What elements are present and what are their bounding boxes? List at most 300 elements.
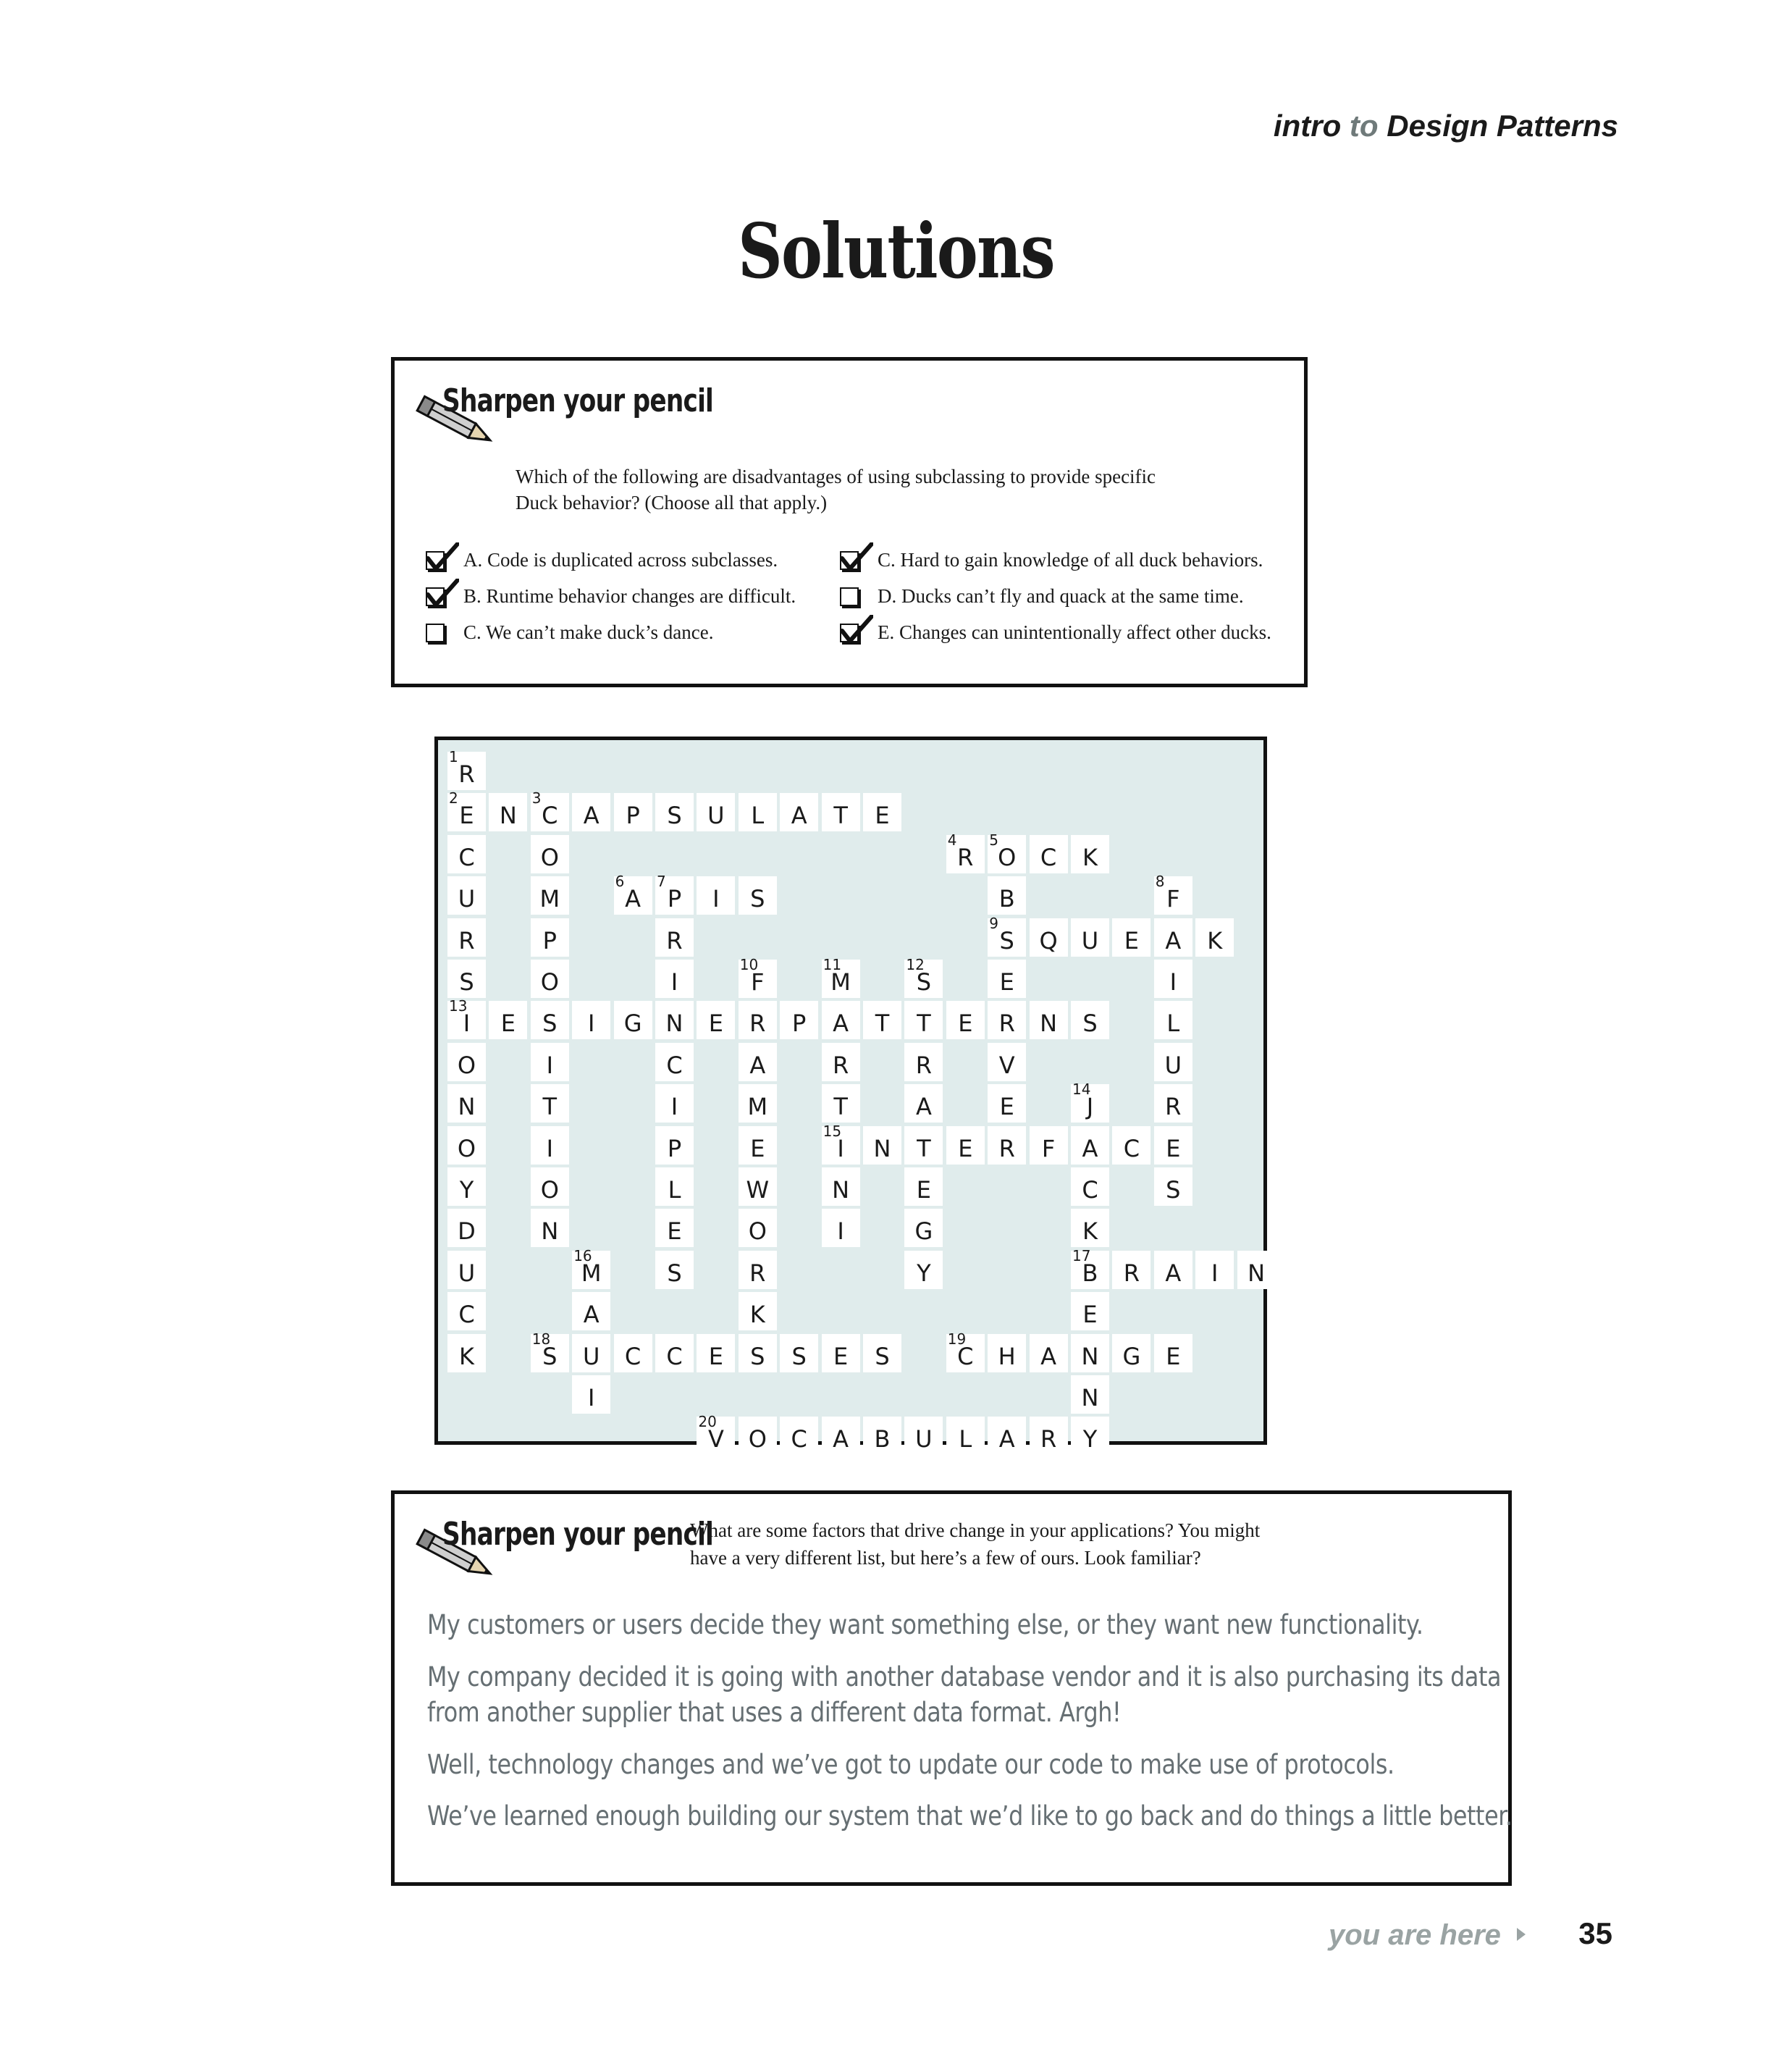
crossword-cell: [447, 918, 486, 957]
answer-4: We’ve learned enough building our system that we’d like to go back and do things a little better.: [427, 1800, 1513, 1832]
cell-letter: S: [542, 1342, 558, 1370]
cell-letter: S: [542, 1010, 558, 1038]
cell-letter: K: [1082, 843, 1098, 871]
crossword-cell: [447, 1043, 486, 1081]
checkbox-checked[interactable]: [426, 551, 445, 570]
crossword-cell: [863, 1001, 901, 1039]
crossword-cell: [863, 1417, 901, 1455]
cell-letter: R: [1123, 1259, 1140, 1287]
cell-letter: O: [540, 968, 559, 996]
crossword-cell: [572, 1246, 610, 1289]
clue-number: 1: [449, 748, 458, 765]
cell-letter: C: [791, 1425, 807, 1453]
crossword-cell: [1154, 873, 1192, 915]
crossword-cell: [904, 1209, 943, 1247]
running-head: [1274, 109, 1618, 143]
crossword-cell: [988, 1417, 1026, 1455]
answer-2-line-1: My company decided it is going with another database vendor and it is also purchasing its data: [427, 1661, 1502, 1692]
checkbox-checked[interactable]: [426, 587, 445, 606]
prompt-line-2: have a very different list, but here’s a few of ours. Look familiar?: [690, 1547, 1201, 1569]
cell-letter: V: [998, 1051, 1015, 1079]
crossword-cell: [1071, 1417, 1109, 1455]
cell-letter: N: [1081, 1384, 1099, 1411]
crossword-cell: [655, 1043, 694, 1081]
crossword-cell: [822, 1001, 860, 1039]
crossword-cell: [572, 793, 610, 831]
cell-letter: N: [1040, 1010, 1058, 1038]
crossword-cell: [988, 1084, 1026, 1123]
cell-letter: I: [712, 885, 720, 913]
crossword-cell: [531, 1330, 569, 1372]
cell-letter: U: [707, 802, 725, 830]
crossword-cell: [1112, 1251, 1151, 1289]
cell-letter: K: [749, 1301, 765, 1329]
crossword-cell: [614, 1001, 652, 1039]
crossword-cell: [1030, 1334, 1068, 1372]
crossword-cell: [904, 1167, 943, 1206]
cell-letter: F: [1166, 885, 1180, 913]
cell-letter: O: [540, 843, 559, 871]
cell-letter: T: [917, 1134, 931, 1162]
crossword-cell: [904, 956, 943, 998]
cell-letter: A: [583, 1301, 600, 1329]
cell-letter: E: [708, 1010, 723, 1038]
crossword-cell: [614, 1334, 652, 1372]
cell-letter: R: [749, 1259, 766, 1287]
crossword-cell: [739, 1209, 777, 1247]
crossword-cell: [1154, 918, 1192, 957]
crossword-cell: [739, 956, 777, 998]
clue-number: 4: [947, 831, 957, 849]
crossword-cell: [655, 960, 694, 998]
cell-letter: E: [1166, 1134, 1181, 1162]
crossword-cell: [531, 835, 569, 873]
cell-letter: U: [915, 1425, 933, 1453]
crossword-cell: [531, 1043, 569, 1081]
cell-letter: S: [750, 1342, 765, 1370]
crossword-cell: [697, 793, 735, 831]
cell-letter: C: [624, 1342, 641, 1370]
crossword-cell: [904, 1084, 943, 1123]
crossword-cell: [822, 1043, 860, 1081]
crossword-cell: [904, 1001, 943, 1039]
checkmark-icon: [426, 542, 459, 571]
crossword-cell: [1112, 1334, 1151, 1372]
crossword-cell: [988, 1001, 1026, 1039]
crossword-cell: [447, 997, 486, 1039]
running-head-to: to: [1349, 109, 1379, 143]
crossword-cell: [988, 1043, 1026, 1081]
choice-label: C. Hard to gain knowledge of all duck behaviors.: [878, 549, 1263, 571]
cell-letter: Y: [459, 1176, 474, 1204]
cell-letter: C: [542, 802, 558, 830]
cell-letter: L: [668, 1176, 681, 1204]
cell-letter: A: [1040, 1342, 1057, 1370]
cell-letter: E: [958, 1010, 973, 1038]
cell-letter: A: [998, 1425, 1015, 1453]
clue-number: 16: [573, 1246, 592, 1264]
clue-number: 12: [906, 956, 925, 973]
crossword-cell: [988, 1334, 1026, 1372]
cell-letter: N: [665, 1010, 683, 1038]
cell-letter: E: [833, 1342, 849, 1370]
cell-letter: S: [459, 968, 474, 996]
cell-letter: I: [1211, 1259, 1219, 1287]
clue-number: 5: [989, 831, 998, 849]
crossword-cell: [988, 914, 1026, 957]
cell-letter: A: [625, 885, 641, 913]
cell-letter: A: [791, 802, 807, 830]
cell-letter: C: [1123, 1134, 1140, 1162]
crossword-cell: [1071, 1292, 1109, 1330]
cell-letter: S: [999, 926, 1014, 955]
clue-number: 19: [947, 1330, 967, 1348]
cell-letter: A: [833, 1010, 849, 1038]
running-head-intro: intro: [1273, 109, 1342, 143]
crossword-cell: [447, 876, 486, 915]
crossword-cell: [1154, 1334, 1192, 1372]
cell-letter: N: [499, 802, 517, 830]
crossword-cell: [988, 960, 1026, 998]
crossword-cell: [904, 1043, 943, 1081]
crossword-cell: [655, 793, 694, 831]
clue-number: 9: [989, 914, 998, 932]
cell-letter: I: [546, 1051, 554, 1079]
crossword-cell: [447, 1292, 486, 1330]
crossword-cell: [572, 1001, 610, 1039]
crossword-cell: [531, 1084, 569, 1123]
sharpen-label: Sharpen your pencil: [442, 382, 714, 419]
cell-letter: E: [708, 1342, 723, 1370]
crossword-cell: [904, 1417, 943, 1455]
cell-letter: C: [1082, 1176, 1098, 1204]
crossword-cell: [655, 1209, 694, 1247]
crossword-cell: [904, 1126, 943, 1165]
cell-letter: E: [999, 1093, 1014, 1121]
clue-number: 17: [1072, 1246, 1091, 1264]
crossword-cell: [655, 1001, 694, 1039]
cell-letter: J: [1086, 1093, 1094, 1121]
cell-letter: N: [873, 1134, 891, 1162]
cell-letter: I: [1169, 968, 1177, 996]
answer-3: Well, technology changes and we’ve got to update our code to make use of protocols.: [427, 1749, 1395, 1780]
cell-letter: U: [458, 885, 476, 913]
cell-letter: G: [914, 1217, 933, 1246]
cell-letter: A: [915, 1093, 932, 1121]
cell-letter: B: [1082, 1259, 1098, 1287]
crossword-cell: [1154, 960, 1192, 998]
crossword-cell: [1237, 1251, 1276, 1289]
checkbox-checked[interactable]: [840, 624, 859, 642]
crossword-cell: [1030, 918, 1068, 957]
arrow-right-icon: [1517, 1928, 1526, 1941]
crossword-cell: [1071, 1209, 1109, 1247]
choice-c-right[interactable]: [840, 549, 1263, 571]
crossword-cell: [531, 876, 569, 915]
crossword-cell: [822, 793, 860, 831]
crossword-cell: [447, 1334, 486, 1372]
crossword-cell: [531, 1126, 569, 1165]
crossword-cell: [822, 1209, 860, 1247]
cell-letter: P: [626, 802, 640, 830]
crossword-cell: [697, 876, 735, 915]
choice-b[interactable]: [426, 585, 796, 608]
crossword-cell: [1112, 918, 1151, 957]
checkbox-unchecked[interactable]: [426, 624, 445, 642]
crossword-cell: [655, 918, 694, 957]
cell-letter: C: [458, 843, 475, 871]
crossword-cell: [739, 1417, 777, 1455]
crossword-cell: [1112, 1126, 1151, 1165]
crossword-cell: [447, 960, 486, 998]
choice-c-left[interactable]: [426, 621, 713, 644]
clue-number: 10: [739, 956, 759, 973]
crossword-cell: [1154, 1001, 1192, 1039]
crossword-cell: [988, 876, 1026, 915]
crossword-cell: [447, 1084, 486, 1123]
crossword-cell: [739, 1126, 777, 1165]
cell-letter: E: [1166, 1342, 1181, 1370]
cell-letter: E: [1124, 926, 1139, 955]
crossword-cell: [822, 1167, 860, 1206]
crossword-cell: [988, 831, 1026, 873]
question-text: [516, 463, 1156, 516]
clue-number: 3: [531, 789, 542, 807]
cell-letter: S: [916, 968, 932, 996]
crossword-cell: [904, 1251, 943, 1289]
cell-letter: O: [457, 1051, 476, 1079]
sharpen-label: Sharpen your pencil: [442, 1516, 714, 1553]
crossword-cell: [1195, 918, 1234, 957]
clue-number: 7: [657, 873, 666, 891]
checkmark-icon: [426, 579, 459, 608]
crossword-cell: [614, 793, 652, 831]
crossword-cell: [780, 1417, 818, 1455]
cell-letter: N: [832, 1176, 850, 1204]
prompt-text: [690, 1516, 1342, 1572]
clue-number: 6: [615, 873, 625, 891]
clue-number: 11: [823, 956, 842, 973]
crossword-cell: [946, 1417, 985, 1455]
cell-letter: U: [458, 1259, 476, 1287]
crossword-cell: [739, 1251, 777, 1289]
cell-letter: E: [1082, 1301, 1098, 1329]
crossword-cell: [447, 835, 486, 873]
cell-letter: V: [707, 1425, 724, 1453]
checkmark-icon: [840, 542, 873, 571]
cell-letter: I: [837, 1134, 844, 1162]
cell-letter: F: [1041, 1134, 1056, 1162]
crossword-cell: [1195, 1251, 1234, 1289]
cell-letter: I: [546, 1134, 554, 1162]
cell-letter: A: [833, 1425, 849, 1453]
crossword-cell: [489, 1001, 527, 1039]
crossword-cell: [1030, 1417, 1068, 1455]
cell-letter: O: [998, 843, 1017, 871]
cell-letter: R: [666, 926, 683, 955]
cell-letter: E: [459, 802, 474, 830]
cell-letter: I: [670, 968, 678, 996]
cell-letter: C: [458, 1301, 475, 1329]
crossword-cell: [1071, 1167, 1109, 1206]
crossword-cell: [946, 1126, 985, 1165]
cell-letter: B: [998, 885, 1015, 913]
cell-letter: A: [1082, 1134, 1098, 1162]
cell-letter: R: [998, 1134, 1015, 1162]
crossword-cell: [572, 1375, 610, 1414]
cell-letter: C: [666, 1342, 683, 1370]
choice-e[interactable]: [840, 621, 1271, 644]
cell-letter: R: [1165, 1093, 1182, 1121]
page-title: Solutions: [738, 206, 1054, 295]
cell-letter: M: [539, 885, 560, 913]
sharpen-panel-multiple-choice: [391, 357, 1308, 687]
cell-letter: B: [874, 1425, 891, 1453]
cell-letter: O: [748, 1425, 767, 1453]
cell-letter: R: [832, 1051, 849, 1079]
checkbox-unchecked[interactable]: [840, 587, 859, 606]
cell-letter: P: [667, 1134, 682, 1162]
cell-letter: S: [875, 1342, 890, 1370]
answer-2-line-2: from another supplier that uses a different data format. Argh!: [427, 1697, 1122, 1728]
question-line-2: Duck behavior? (Choose all that apply.): [516, 492, 828, 513]
crossword-cell: [739, 793, 777, 831]
cell-letter: R: [458, 926, 475, 955]
clue-number: 20: [698, 1413, 717, 1431]
choice-label: A. Code is duplicated across subclasses.: [463, 549, 778, 571]
cell-letter: A: [1165, 926, 1182, 955]
clue-number: 2: [449, 789, 458, 807]
cell-letter: F: [751, 968, 765, 996]
running-head-topic: Design Patterns: [1387, 109, 1618, 143]
question-line-1: Which of the following are disadvantages of using subclassing to provide specific: [516, 466, 1156, 487]
clue-number: 8: [1155, 873, 1165, 891]
crossword-cell: [531, 960, 569, 998]
cell-letter: I: [837, 1217, 844, 1246]
crossword-cell: [655, 873, 694, 915]
cell-letter: E: [500, 1010, 516, 1038]
cell-letter: Y: [917, 1259, 931, 1287]
cell-letter: H: [998, 1342, 1016, 1370]
crossword-cell: [946, 1001, 985, 1039]
crossword-cell: [1071, 1375, 1109, 1414]
crossword-cell: [1030, 1001, 1068, 1039]
cell-letter: D: [458, 1217, 476, 1246]
crossword-cell: [739, 1084, 777, 1123]
crossword-cell: [780, 793, 818, 831]
crossword-cell: [946, 831, 985, 873]
cell-letter: E: [999, 968, 1014, 996]
cell-letter: L: [751, 802, 765, 830]
crossword-cell: [531, 789, 569, 831]
crossword-cell: [447, 1209, 486, 1247]
cell-letter: S: [667, 1259, 682, 1287]
choice-label: C. We can’t make duck’s dance.: [463, 621, 714, 643]
choice-d[interactable]: [840, 585, 1244, 608]
cell-letter: M: [830, 968, 851, 996]
cell-letter: S: [1082, 1010, 1098, 1038]
crossword-cell: [739, 876, 777, 915]
cell-letter: U: [582, 1342, 600, 1370]
cell-letter: N: [541, 1217, 559, 1246]
crossword-cell: [447, 789, 486, 831]
cell-letter: O: [457, 1134, 476, 1162]
cell-letter: E: [750, 1134, 765, 1162]
crossword-cell: [1030, 835, 1068, 873]
cell-letter: E: [916, 1176, 931, 1204]
cell-letter: U: [1164, 1051, 1182, 1079]
crossword-cell: [572, 1292, 610, 1330]
footer-you-are-here: you are here: [1329, 1919, 1501, 1951]
checkmark-icon: [840, 615, 873, 644]
cell-letter: L: [1166, 1010, 1180, 1038]
crossword-cell: [988, 1126, 1026, 1165]
checkbox-checked[interactable]: [840, 551, 859, 570]
cell-letter: I: [670, 1093, 678, 1121]
crossword-cell: [1030, 1126, 1068, 1165]
crossword-cell: [531, 1167, 569, 1206]
cell-letter: R: [957, 843, 974, 871]
crossword-cell: [1071, 918, 1109, 957]
cell-letter: R: [1040, 1425, 1057, 1453]
crossword-cell: [822, 1334, 860, 1372]
crossword-cell: [447, 748, 486, 790]
cell-letter: E: [667, 1217, 682, 1246]
crossword-cell: [1071, 1081, 1109, 1123]
crossword-cell: [863, 793, 901, 831]
crossword-cell: [655, 1084, 694, 1123]
cell-letter: K: [1207, 926, 1223, 955]
cell-letter: P: [542, 926, 557, 955]
cell-letter: S: [667, 802, 682, 830]
crossword-cell: [863, 1126, 901, 1165]
crossword-cell: [1154, 1126, 1192, 1165]
cell-letter: A: [583, 802, 600, 830]
crossword-cell: [1071, 835, 1109, 873]
choice-a[interactable]: [426, 549, 778, 571]
cell-letter: Y: [1082, 1425, 1098, 1453]
crossword-cell: [946, 1330, 985, 1372]
cell-letter: K: [1082, 1217, 1098, 1246]
answer-1: My customers or users decide they want something else, or they want new functionality.: [427, 1609, 1423, 1640]
cell-letter: T: [542, 1093, 558, 1121]
cell-letter: O: [540, 1176, 559, 1204]
crossword-cell: [822, 1084, 860, 1123]
cell-letter: S: [750, 885, 765, 913]
cell-letter: R: [458, 760, 475, 788]
cell-letter: S: [791, 1342, 807, 1370]
cell-letter: A: [1165, 1259, 1182, 1287]
cell-letter: E: [958, 1134, 973, 1162]
cell-letter: N: [1081, 1342, 1099, 1370]
crossword-cell: [1071, 1001, 1109, 1039]
crossword-cell: [739, 1043, 777, 1081]
cell-letter: R: [998, 1010, 1015, 1038]
cell-letter: W: [746, 1176, 770, 1204]
crossword-cell: [739, 1001, 777, 1039]
cell-letter: G: [623, 1010, 642, 1038]
crossword-cell: [1154, 1043, 1192, 1081]
cell-letter: T: [833, 802, 848, 830]
choice-label: E. Changes can unintentionally affect other ducks.: [878, 621, 1271, 643]
cell-letter: P: [792, 1010, 807, 1038]
crossword-cell: [1154, 1167, 1192, 1206]
cell-letter: R: [915, 1051, 932, 1079]
crossword-cell: [447, 1126, 486, 1165]
crossword-cell: [697, 1413, 735, 1455]
crossword-cell: [489, 793, 527, 831]
clue-number: 15: [823, 1122, 842, 1140]
